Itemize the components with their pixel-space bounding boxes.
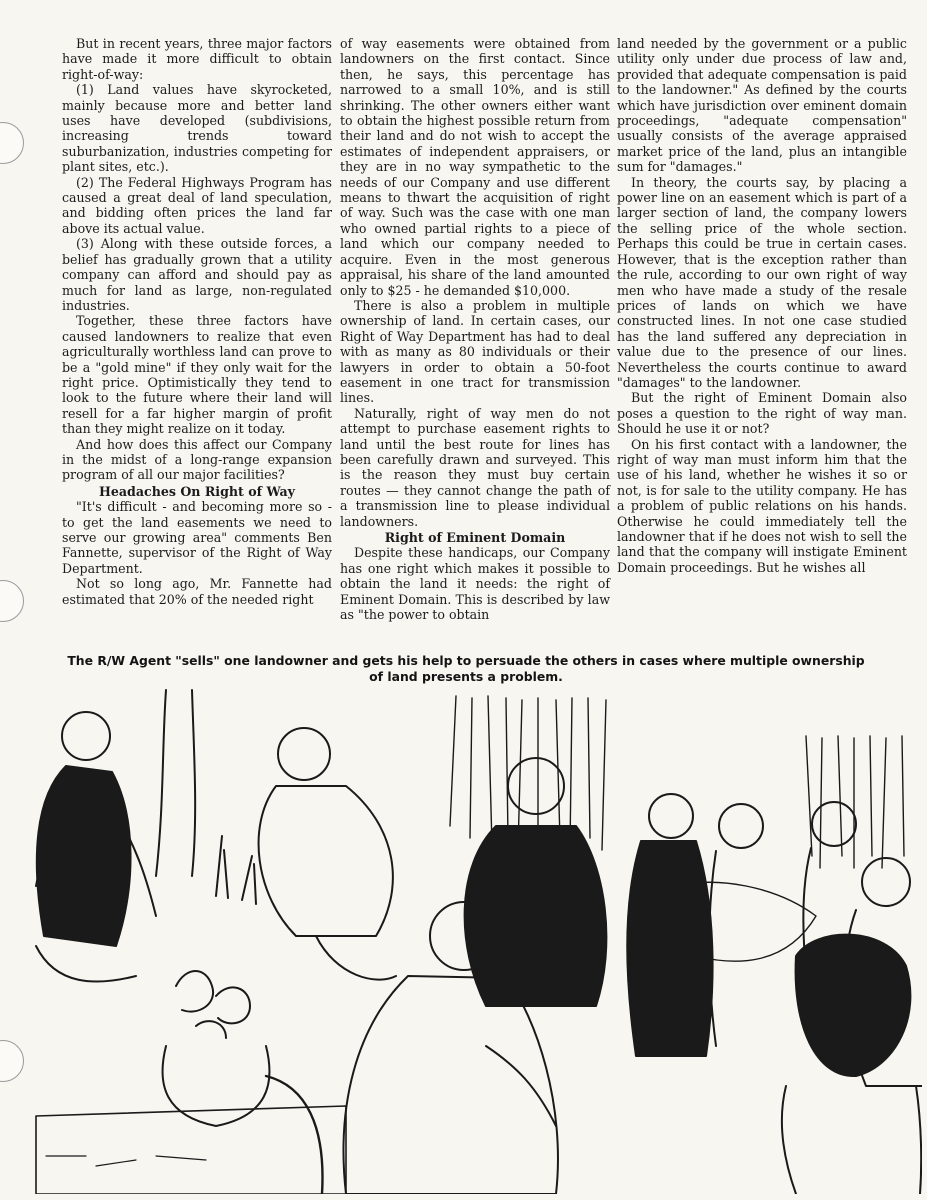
man-in-suit bbox=[649, 794, 693, 838]
flowers bbox=[176, 971, 250, 1038]
paragraph: of way easements were obtained from landowners on the first contact. Since then, he says, this percentage has narrowed to a small 10%, and is still shrinking. The other owners either want to obtain the highest possible return from their land and do not wish to accept the estimates of independent appraisers, or they are in no way sympathetic to the needs of our Company and use different means to thwart the acquisition of right of way. Such was the case with one man who owned partial rights to a piece of land which our company needed to acquire. Even in the most generous appraisal, his share of the land amounted only to $25 - he demanded $10,000. bbox=[340, 36, 610, 298]
paragraph: But in recent years, three major factors have made it more difficult to obtain right-of-way: bbox=[62, 36, 332, 82]
paragraph: Not so long ago, Mr. Fannette had estimated that 20% of the needed right bbox=[62, 576, 332, 607]
article-column-2 bbox=[340, 36, 610, 622]
article-column-3 bbox=[617, 36, 907, 575]
illustration-landowners-meeting bbox=[16, 686, 922, 1194]
paragraph: Naturally, right of way men do not attempt to purchase easement rights to land until the best route for lines has been carefully drawn and surveyed. This is the reason they must buy certain routes — they cannot change the path of a transmission line to please individual landowners. bbox=[340, 405, 610, 529]
vase bbox=[163, 1046, 270, 1126]
dark-suit bbox=[37, 766, 131, 946]
section-heading: Headaches On Right of Way bbox=[98, 483, 295, 499]
man-with-glasses bbox=[62, 712, 110, 760]
illustration-caption: The R/W Agent "sells" one landowner and gets his help to persuade the others in cases where multiple ownership of land presents a problem. bbox=[67, 653, 865, 684]
article-column-1 bbox=[62, 36, 332, 607]
curtains bbox=[806, 736, 904, 868]
woman-right bbox=[812, 802, 856, 846]
paragraph: (2) The Federal Highways Program has caused a great deal of land speculation, and bidding often prices the land far above its actual value. bbox=[62, 174, 332, 236]
paragraph: Despite these handicaps, our Company has one right which makes it possible to obtain the land it needs: the right of Eminent Domain. This is described by law as "the power to obtain bbox=[340, 545, 610, 623]
binder-hole bbox=[0, 122, 24, 164]
chair bbox=[266, 1076, 323, 1194]
paragraph: There is also a problem in multiple ownership of land. In certain cases, our Right of Way Department has had to deal with as many as 80 individuals or their lawyers in order to obtain a 50-foot easement in one tract for transmission lines. bbox=[340, 297, 610, 406]
paragraph: land needed by the government or a public utility only under due process of law and, provided that adequate compensation is paid to the landowner." As defined by the courts which have jurisdiction over eminent domain proceedings, "adequate compensation" usually consists of the average appraised market price of the land, plus an intangible sum for "damages." bbox=[617, 36, 907, 175]
paragraph: And how does this affect our Company in the midst of a long-range expansion program of all our major facilities? bbox=[62, 436, 332, 483]
paragraph: But the right of Eminent Domain also poses a question to the right of way man. Should he use it or not? bbox=[617, 390, 907, 437]
paragraph: Together, these three factors have caused landowners to realize that even agriculturally worthless land can prove to be a "gold mine" if they only wait for the right price. Optimistically they tend to look to the future where their land will resell for a far higher margin of profit than they might realize on it today. bbox=[62, 313, 332, 437]
paragraph: On his first contact with a landowner, the right of way man must inform him that the use of his land, whether he wishes it so or not, is for sale to the utility company. He has a problem of public relations on his hands. Otherwise he could immediately tell the landowner that if he does not wish to sell the land that the company will instigate Eminent Domain proceedings. But he wishes all bbox=[617, 436, 907, 575]
seated-man-right bbox=[862, 858, 910, 906]
paragraph: In theory, the courts say, by placing a power line on an easement which is part of a larger section of land, the company lowers the selling price of the whole section. Perhaps this could be true in certain cases. However, that is the exception rather than the rule, according to our own right of way men who have made a study of the resale prices of lands on which we have constructed lines. In not one case studied has the land suffered any depreciation in value due to the presence of our lines. Nevertheless the courts continue to award "damages" to the landowner. bbox=[617, 174, 907, 390]
paragraph: (3) Along with these outside forces, a belief has gradually grown that a utility company can afford and should pay as much for land as large, non-regulated industries. bbox=[62, 236, 332, 313]
tree-trunk bbox=[156, 690, 195, 876]
section-heading: Right of Eminent Domain bbox=[384, 530, 566, 545]
binder-hole bbox=[0, 580, 24, 622]
standing-woman bbox=[508, 758, 564, 814]
paragraph: (1) Land values have skyrocketed, mainly because more and better land uses have developed (subdivisions, increasing trends toward suburbanization, industries competing for plant sites, etc.). bbox=[62, 82, 332, 175]
woman-foreground-right bbox=[796, 935, 911, 1076]
paragraph: "It's difficult - and becoming more so - to get the land easements we need to serve our growing area" comments Ben Fannette, supervisor of the Right of Way Department. bbox=[62, 499, 332, 576]
crouching-man bbox=[278, 728, 330, 780]
table bbox=[36, 1106, 346, 1194]
